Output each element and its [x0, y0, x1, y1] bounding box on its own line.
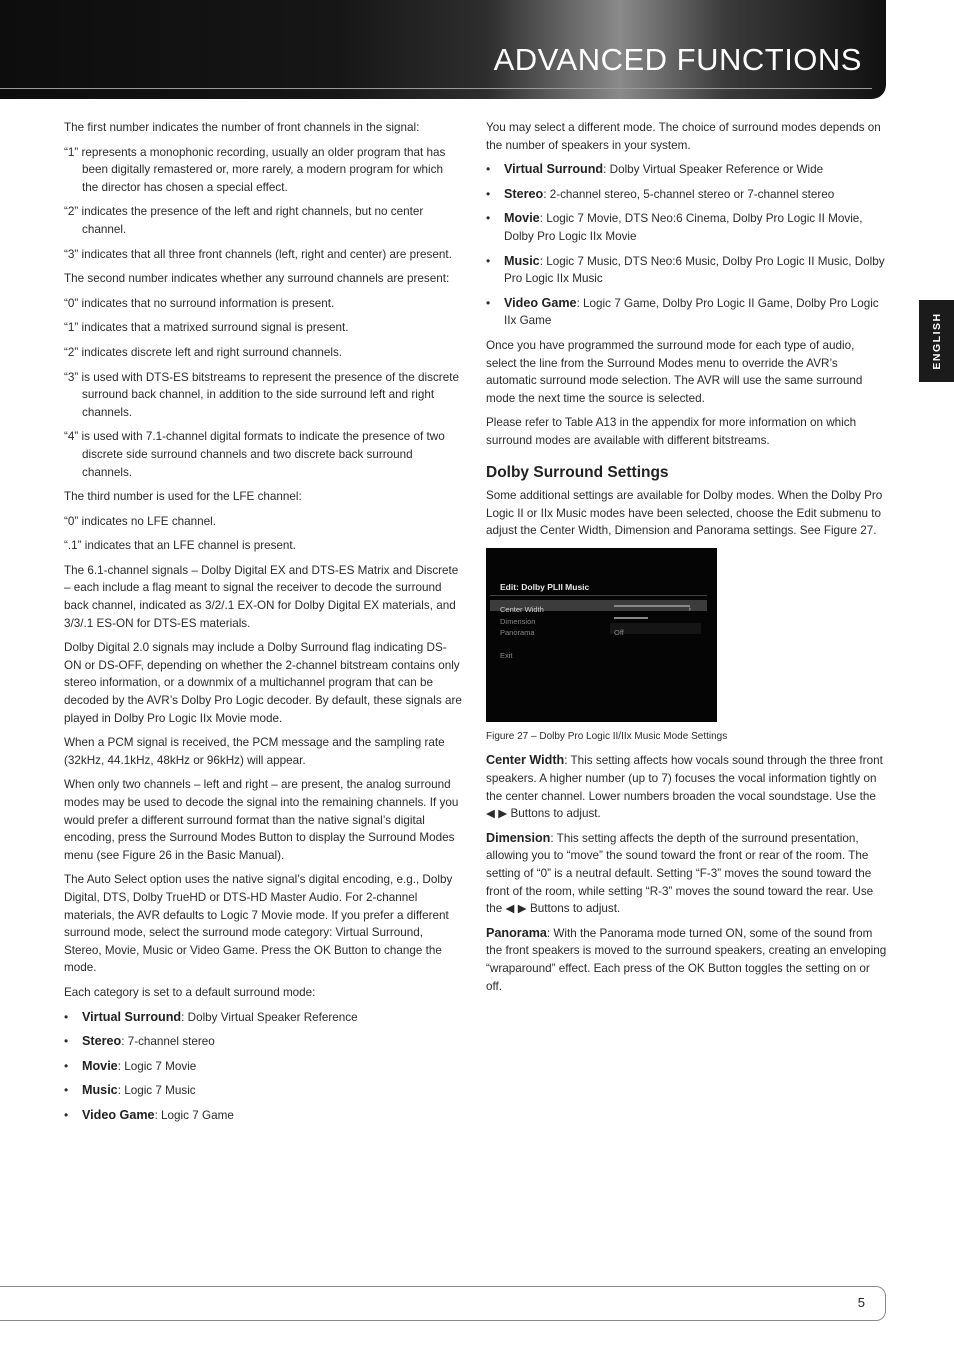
term-description: : Logic 7 Game, Dolby Pro Logic II Game, Dolby Pro Logic IIx Game	[504, 296, 879, 328]
term-description: : 2-channel stereo, 5-channel stereo or 7-channel stereo	[543, 187, 835, 201]
right-column	[486, 119, 888, 1002]
paragraph: “2” indicates discrete left and right surround channels.	[64, 345, 343, 359]
paragraph: Each category is set to a default surround mode:	[64, 985, 316, 999]
term-description: : This setting affects the depth of the surround presentation, allowing you to “move” the sound toward the front or rear of the room. The setting of “0” is a neutral default. Setting “F-3” moves the sound toward the front of the room, while setting “R-3” moves the sound toward the rear. Use the ◀ ▶ Buttons to adjust.	[486, 831, 874, 916]
list-item	[486, 295, 888, 330]
list-item	[486, 253, 888, 288]
language-tab	[919, 300, 954, 382]
term-description: : Logic 7 Game	[154, 1108, 234, 1122]
list-item	[486, 186, 888, 204]
osd-divider	[490, 595, 707, 596]
bullet-icon: •	[486, 186, 491, 201]
list-item	[64, 1009, 462, 1027]
page-footer	[0, 1286, 886, 1321]
term: Video Game	[82, 1107, 155, 1122]
paragraph	[486, 830, 888, 918]
term-description: : Logic 7 Movie	[117, 1059, 197, 1073]
paragraph: “0” indicates no LFE channel.	[64, 514, 217, 528]
bullet-icon: •	[486, 295, 491, 310]
left-column	[64, 119, 462, 1132]
paragraph: The 6.1-channel signals – Dolby Digital EX and DTS-ES Matrix and Discrete – each include a flag meant to signal the receiver to decode the surround back channel, indicated as 3/2/.1 EX-ON for Dolby Digital EX materials, and 3/3/.1 ES-ON for DTS-ES materials.	[64, 563, 459, 630]
paragraph: “2” indicates the presence of the left and right channels, but no center channel.	[64, 205, 424, 236]
section-heading: Dolby Surround Settings	[486, 463, 669, 481]
paragraph: Dolby Digital 2.0 signals may include a Dolby Surround flag indicating DS-ON or DS-OFF, depending on whether the 2-channel bitstream contains only stereo information, or a downmix of a multichannel program that can be decoded by the AVR’s Dolby Pro Logic decoder. By default, these signals are played in Dolby Pro Logic IIx Movie mode.	[64, 641, 462, 725]
term-description: : Dolby Virtual Speaker Reference	[181, 1010, 358, 1024]
term-description: : Dolby Virtual Speaker Reference or Wide	[603, 163, 824, 177]
paragraph: The first number indicates the number of front channels in the signal:	[64, 121, 420, 134]
osd-row-label: Panorama	[500, 627, 535, 637]
bullet-icon: •	[486, 253, 491, 268]
bullet-icon: •	[64, 1034, 69, 1049]
term-description: : Logic 7 Music, DTS Neo:6 Music, Dolby Pro Logic II Music, Dolby Pro Logic IIx Music	[504, 254, 885, 286]
slider-bar	[614, 617, 648, 619]
term: Center Width	[486, 753, 565, 768]
bullet-icon: •	[64, 1009, 69, 1024]
osd-screenshot	[486, 548, 717, 722]
term: Stereo	[504, 186, 544, 201]
list-item	[64, 1033, 462, 1051]
paragraph: “0” indicates that no surround information is present.	[64, 296, 335, 310]
term-description: : This setting affects how vocals sound through the three front speakers. A higher number (up to 7) focuses the vocal information tightly on the center channel. Lower numbers broaden the vocal soundstage. Use the ◀ ▶ Buttons to adjust.	[486, 754, 883, 821]
bullet-icon: •	[486, 211, 491, 226]
bullet-icon: •	[64, 1107, 69, 1122]
slider-bar	[614, 605, 690, 607]
paragraph: “3” is used with DTS-ES bitstreams to represent the presence of the discrete surround back channel, in addition to the side surround left and right channels.	[64, 370, 459, 419]
term: Virtual Surround	[504, 162, 604, 177]
osd-row-value: Off	[614, 627, 624, 637]
list-item	[64, 1107, 462, 1125]
osd-row-panorama	[490, 623, 707, 637]
term: Virtual Surround	[82, 1009, 182, 1024]
list-item	[486, 161, 888, 179]
list-item	[64, 1082, 462, 1100]
term: Music	[82, 1083, 118, 1098]
osd-row-dimension	[490, 612, 707, 626]
osd-row-label: Exit	[500, 650, 513, 660]
term: Panorama	[486, 925, 547, 940]
section-title: ADVANCED FUNCTIONS	[493, 42, 862, 77]
chevron-right-icon: ›	[688, 605, 691, 613]
paragraph: “.1” indicates that an LFE channel is present.	[64, 539, 296, 553]
language-tab-label: ENGLISH	[930, 312, 943, 370]
paragraph: “1” represents a monophonic recording, usually an older program that has been digitally remastered or, more rarely, a modern program for which the director has chosen a special effect.	[64, 145, 446, 194]
osd-title: Edit: Dolby PLII Music	[500, 581, 590, 592]
term-description: : 7-channel stereo	[121, 1035, 215, 1049]
term-description: : Logic 7 Music	[117, 1084, 196, 1098]
paragraph: Please refer to Table A13 in the appendix for more information on which surround modes are available with different bitstreams.	[486, 416, 857, 447]
paragraph: Once you have programmed the surround mode for each type of audio, select the line from the Surround Modes menu to override the AVR’s automatic surround mode selection. The AVR will use the same surround mode the next time the source is selected.	[486, 338, 863, 405]
term: Stereo	[82, 1034, 122, 1049]
bullet-icon: •	[64, 1083, 69, 1098]
paragraph: The Auto Select option uses the native signal’s digital encoding, e.g., Dolby Digital, DTS, Dolby TrueHD or DTS-HD Master Audio. For 2-channel materials, the AVR defaults to Logic 7 Movie mode. If you prefer a different surround mode, select the surround mode category: Virtual Surround, Stereo, Movie, Music or Video Game. Press the OK Button to change the mode.	[64, 873, 453, 975]
paragraph: The third number is used for the LFE channel:	[64, 490, 302, 504]
list-item	[486, 210, 888, 245]
figure-caption: Figure 27 – Dolby Pro Logic II/IIx Music Mode Settings	[486, 730, 728, 742]
term-description: : With the Panorama mode turned ON, some of the sound from the front speakers is moved to the surround speakers, creating an enveloping “wraparound” effect. Each press of the OK Button toggles the setting on or off.	[486, 926, 887, 993]
bullet-icon: •	[486, 162, 491, 177]
paragraph: “4” is used with 7.1-channel digital formats to indicate the presence of two discrete side surround channels and two discrete back surround channels.	[64, 430, 445, 479]
paragraph: You may select a different mode. The choice of surround modes depends on the number of speakers in your system.	[486, 121, 881, 152]
paragraph: “3” indicates that all three front channels (left, right and center) are present.	[64, 247, 452, 261]
bullet-icon: •	[64, 1058, 69, 1073]
term: Movie	[504, 211, 540, 226]
paragraph: “1” indicates that a matrixed surround signal is present.	[64, 321, 349, 335]
osd-row-center-width	[490, 600, 707, 614]
term-description: : Logic 7 Movie, DTS Neo:6 Cinema, Dolby Pro Logic II Movie, Dolby Pro Logic IIx Movie	[504, 212, 863, 243]
page-header	[0, 0, 886, 99]
term: Dimension	[486, 830, 551, 845]
list-item	[64, 1058, 462, 1076]
paragraph	[486, 925, 888, 995]
paragraph	[486, 752, 888, 822]
term: Music	[504, 253, 540, 268]
paragraph: When a PCM signal is received, the PCM message and the sampling rate (32kHz, 44.1kHz, 48kHz or 96kHz) will appear.	[64, 736, 445, 767]
osd-row-label: Center Width	[500, 604, 544, 614]
term: Movie	[82, 1058, 118, 1073]
osd-row-exit	[490, 646, 707, 660]
paragraph: The second number indicates whether any surround channels are present:	[64, 272, 450, 286]
osd-row-label: Dimension	[500, 616, 536, 626]
paragraph: Some additional settings are available for Dolby modes. When the Dolby Pro Logic II or IIx Music modes have been selected, choose the Edit submenu to adjust the Center Width, Dimension and Panorama settings. See Figure 27.	[486, 489, 883, 538]
page-number: 5	[857, 1295, 865, 1310]
paragraph: When only two channels – left and right – are present, the analog surround modes may be used to decode the signal into the remaining channels. If you would prefer a different surround format than the native signal’s digital encoding, press the Surround Modes Button to display the Surround Modes menu (see Figure 26 in the Basic Manual).	[64, 778, 459, 862]
term: Video Game	[504, 295, 577, 310]
